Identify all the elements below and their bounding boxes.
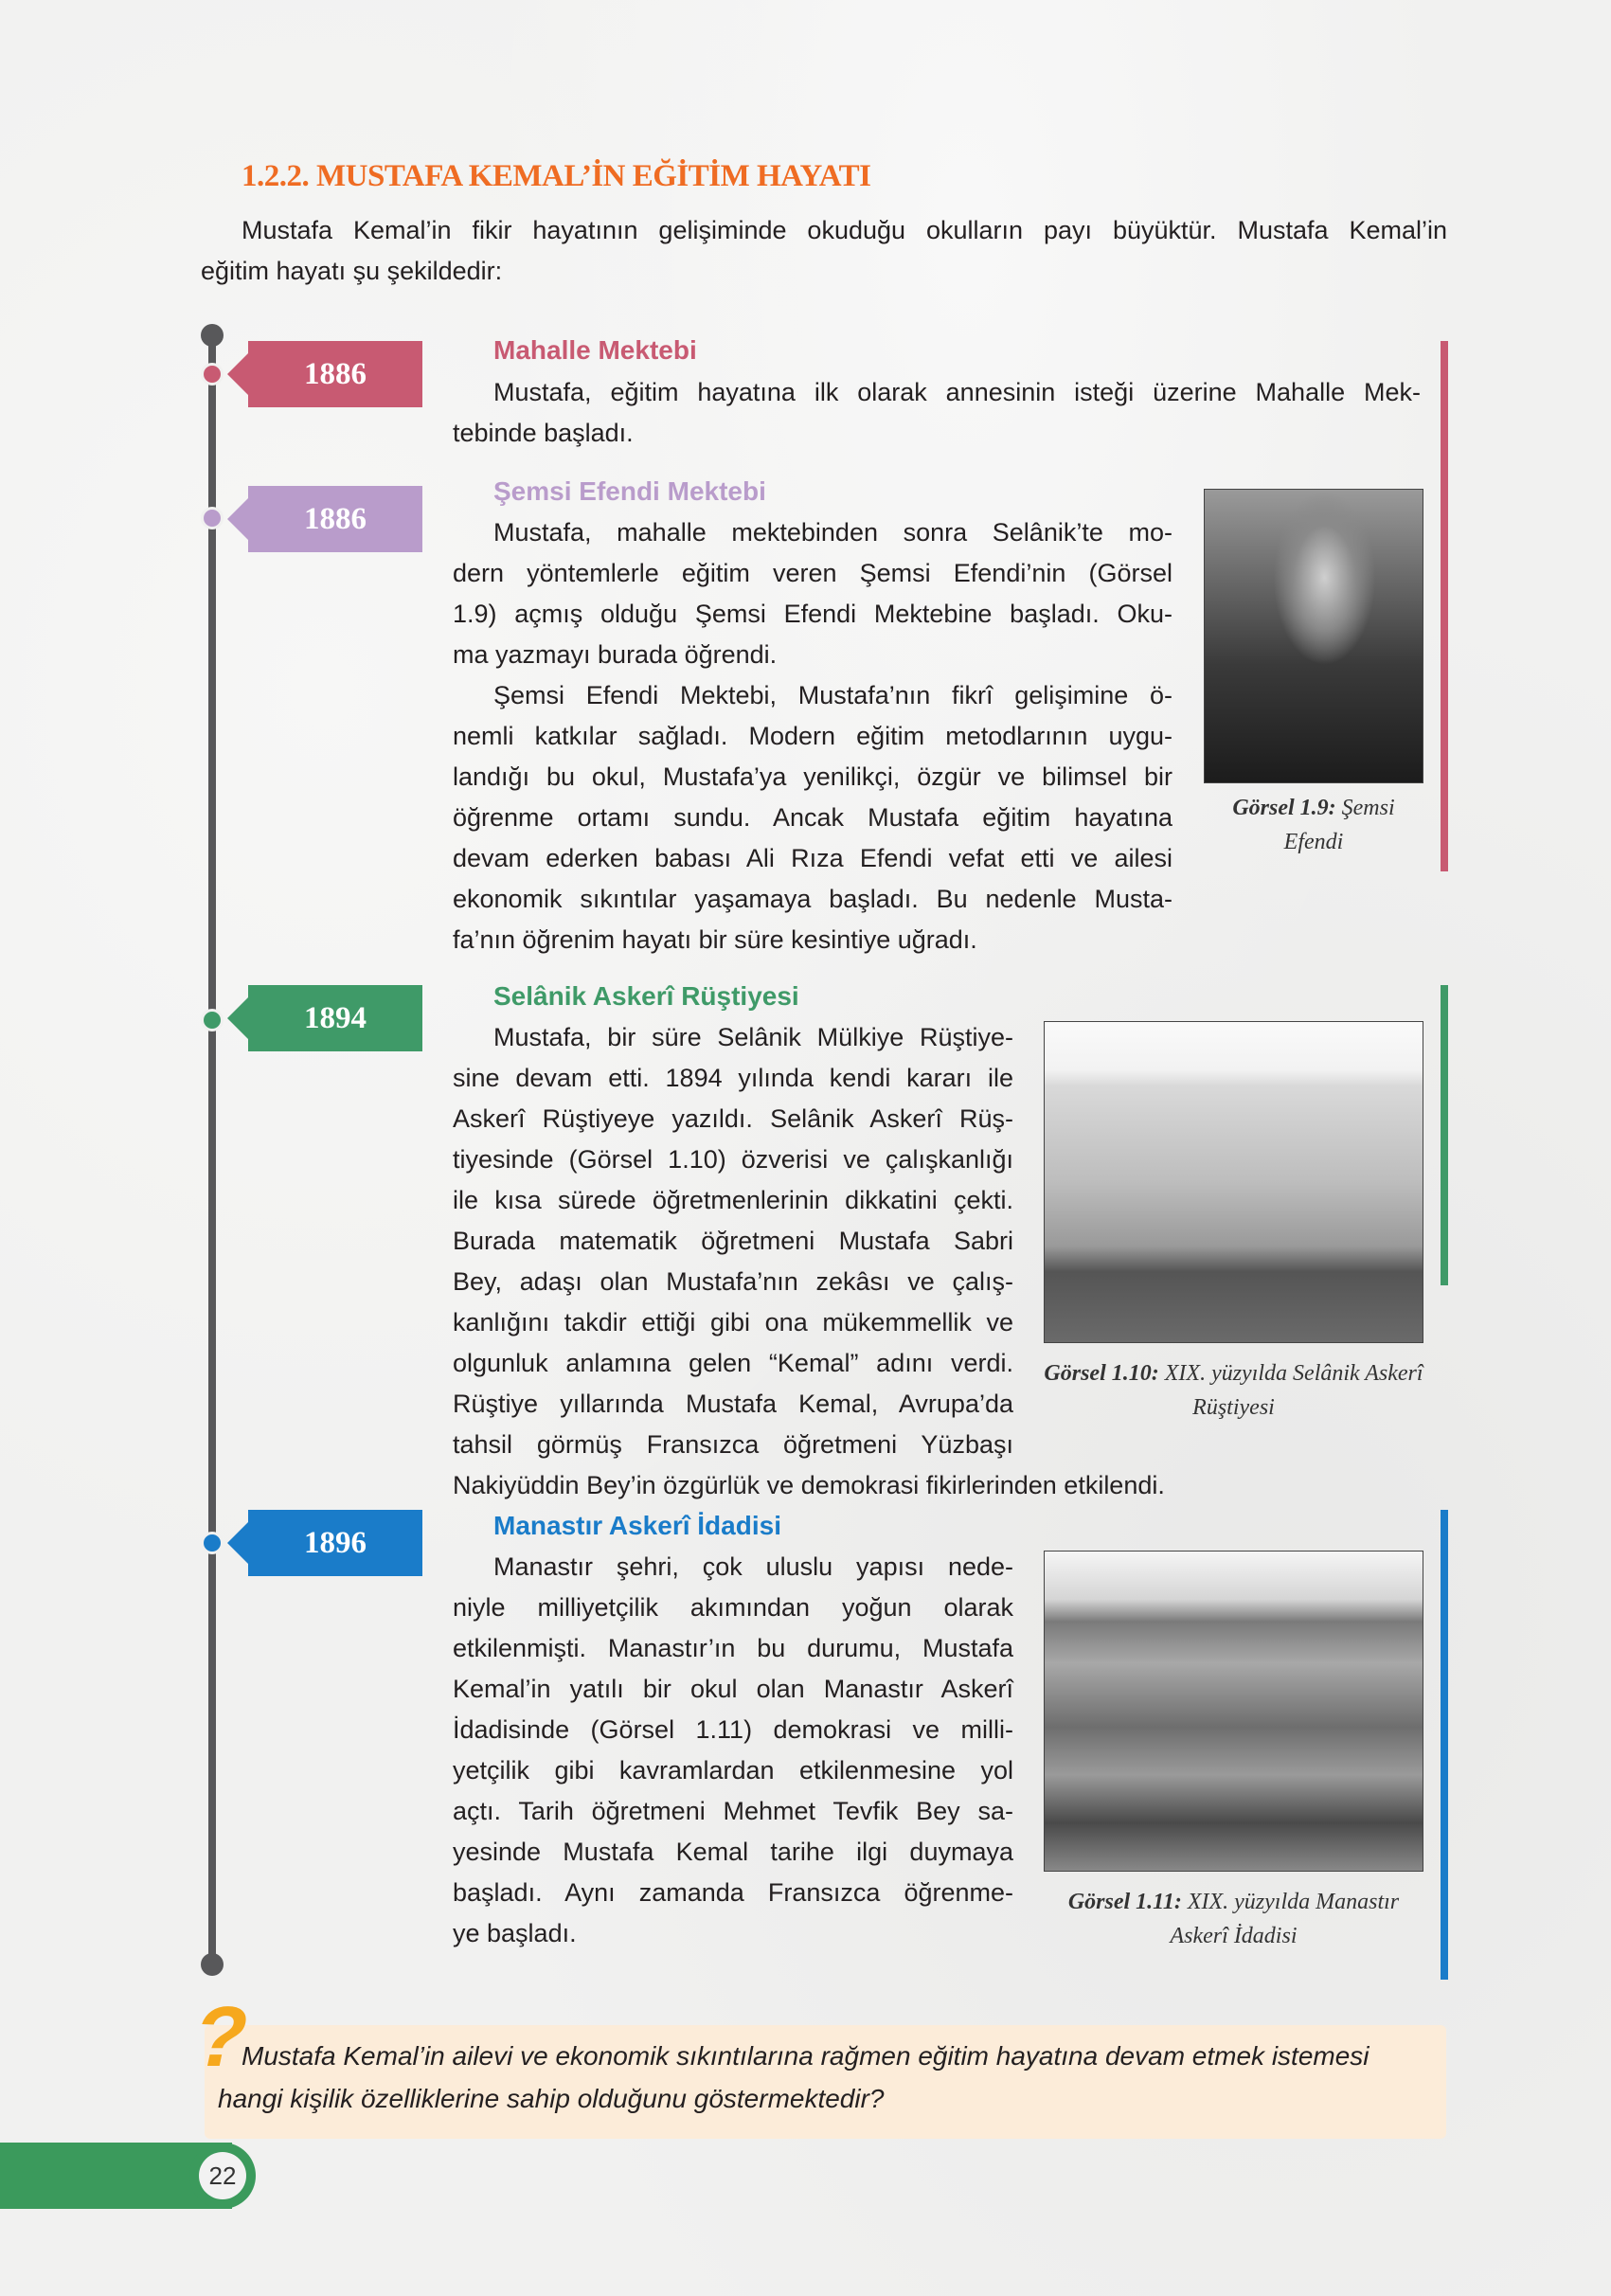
question-text: Mustafa Kemal’in ailevi ve ekonomik sıkıntılarına rağmen eğitim hayatına devam etmek istemesi hangi kişilik özelliklerine sahip olduğunu göstermektedir?: [218, 2041, 1369, 2113]
section-body: [453, 1547, 1013, 1954]
timeline-dot: [201, 1009, 224, 1031]
text-line: tahsil görmüş Fransızca öğretmeni Yüzbaşı: [453, 1430, 1013, 1459]
timeline-end-knob: [201, 1953, 224, 1976]
text-line: Askerî Rüştiyeye yazıldı. Selânik Askerî Rüş-: [453, 1104, 1013, 1133]
photo-caption: [1044, 1885, 1423, 1953]
selanik-rustiye-photo: [1044, 1021, 1423, 1343]
text-line: ile kısa sürede öğretmenlerinin dikkatini çekti.: [453, 1186, 1013, 1214]
text-line: Şemsi Efendi Mektebi, Mustafa’nın fikrî gelişimine ö-: [493, 681, 1172, 709]
intro-line: Mustafa Kemal’in fikir hayatının gelişiminde okuduğu okulların payı büyüktür. Mustafa Kemal’in: [242, 216, 1447, 244]
text-line: yetçilik gibi kavramlardan etkilenmesine yol: [453, 1756, 1013, 1785]
text-line: devam ederken babası Ali Rıza Efendi vefat etti ve ailesi: [453, 844, 1172, 872]
question-mark-icon: ?: [185, 1990, 258, 2085]
text-line: olgunluk anlamına gelen “Kemal” adını verdi.: [453, 1349, 1013, 1377]
page-number: 22: [199, 2152, 246, 2199]
text-line: niyle milliyetçilik akımından yoğun olarak: [453, 1593, 1013, 1622]
text-line: landığı bu okul, Mustafa’ya yenilikçi, özgür ve bilimsel bir: [453, 762, 1172, 791]
text-line: kanlığını takdir ettiği gibi ona mükemmellik ve: [453, 1308, 1013, 1336]
timeline-axis: [208, 333, 216, 1964]
timeline-dot: [201, 363, 224, 386]
caption-text: Şemsi Efendi: [1283, 796, 1395, 854]
caption-label: Görsel 1.11:: [1067, 1890, 1182, 1914]
year-badge: 1896: [248, 1510, 422, 1576]
text-line: nemli katkılar sağladı. Modern eğitim metodlarının uygu-: [453, 722, 1172, 750]
timeline-start-knob: [201, 324, 224, 347]
section-bar: [1441, 1510, 1448, 1980]
text-line: İdadisinde (Görsel 1.11) demokrasi ve milli-: [453, 1715, 1013, 1744]
section-bar: [1441, 985, 1448, 1285]
caption-label: Görsel 1.9:: [1232, 796, 1336, 820]
section-heading: Mahalle Mektebi: [493, 335, 697, 365]
text-line: etkilenmişti. Manastır’ın bu durumu, Mustafa: [453, 1634, 1013, 1662]
photo-caption: [1044, 1356, 1423, 1425]
text-line: dern yöntemlerle eğitim veren Şemsi Efendi’nin (Görsel: [453, 559, 1172, 587]
text-line: sine devam etti. 1894 yılında kendi kararı ile: [453, 1064, 1013, 1092]
text-line: tiyesinde (Görsel 1.10) özverisi ve çalışkanlığı: [453, 1145, 1013, 1174]
section-body: [453, 1017, 1165, 1506]
intro: [201, 210, 1447, 292]
text-line: ma yazmayı burada öğrendi.: [453, 640, 778, 669]
timeline-dot: [201, 1532, 224, 1554]
text-line: yesinde Mustafa Kemal tarihe ilgi duymaya: [453, 1838, 1013, 1866]
text-line: açtı. Tarih öğretmeni Mehmet Tevfik Bey sa-: [453, 1797, 1013, 1825]
text-line: ekonomik sıkıntılar yaşamaya başladı. Bu nedenle Musta-: [453, 885, 1172, 913]
section-body: [453, 512, 1172, 960]
section-heading: Şemsi Efendi Mektebi: [493, 476, 766, 506]
section-title: 1.2.2. MUSTAFA KEMAL’İN EĞİTİM HAYATI: [242, 159, 871, 193]
text-line: ye başladı.: [453, 1919, 577, 1947]
intro-line: eğitim hayatı şu şekildedir:: [201, 257, 503, 285]
text-line: Kemal’in yatılı bir okul olan Manastır Askerî: [453, 1675, 1013, 1703]
section-body: [453, 372, 1421, 454]
text-line: başladı. Aynı zamanda Fransızca öğrenme-: [453, 1878, 1013, 1907]
text-line: Burada matematik öğretmeni Mustafa Sabri: [453, 1227, 1013, 1255]
text-line: Bey, adaşı olan Mustafa’nın zekâsı ve çalış-: [453, 1267, 1013, 1296]
caption-text: XIX. yüzyılda Manastır Askerî İdadisi: [1170, 1890, 1400, 1948]
text-line: Rüştiye yıllarında Mustafa Kemal, Avrupa’da: [453, 1390, 1013, 1418]
caption-label: Görsel 1.10:: [1044, 1361, 1159, 1386]
caption-text: XIX. yüzyılda Selânik Askerî Rüştiyesi: [1164, 1361, 1423, 1420]
section-heading: Manastır Askerî İdadisi: [493, 1511, 781, 1540]
text-line: fa’nın öğrenim hayatı bir süre kesintiye uğradı.: [453, 925, 977, 954]
year-badge: 1886: [248, 341, 422, 407]
year-badge: 1886: [248, 486, 422, 552]
text-line: 1.9) açmış olduğu Şemsi Efendi Mektebine başladı. Oku-: [453, 600, 1172, 628]
text-line: Mustafa, bir süre Selânik Mülkiye Rüştiye-: [493, 1023, 1013, 1051]
timeline-dot: [201, 507, 224, 529]
text-line: Nakiyüddin Bey’in özgürlük ve demokrasi fikirlerinden etkilendi.: [453, 1471, 1165, 1499]
text-line: Manastır şehri, çok uluslu yapısı nede-: [493, 1552, 1013, 1581]
semsi-efendi-photo: [1204, 489, 1423, 783]
text-line: öğrenme ortamı sundu. Ancak Mustafa eğitim hayatına: [453, 803, 1172, 832]
text-line: Mustafa, eğitim hayatına ilk olarak annesinin isteği üzerine Mahalle Mek-: [493, 378, 1421, 406]
photo-caption: [1204, 791, 1423, 859]
manastir-idadi-photo: [1044, 1551, 1423, 1872]
year-badge: 1894: [248, 985, 422, 1051]
section-bar: [1441, 341, 1448, 871]
section-heading: Selânik Askerî Rüştiyesi: [493, 981, 799, 1011]
text-line: tebinde başladı.: [453, 419, 634, 447]
text-line: Mustafa, mahalle mektebinden sonra Selânik’te mo-: [493, 518, 1172, 547]
